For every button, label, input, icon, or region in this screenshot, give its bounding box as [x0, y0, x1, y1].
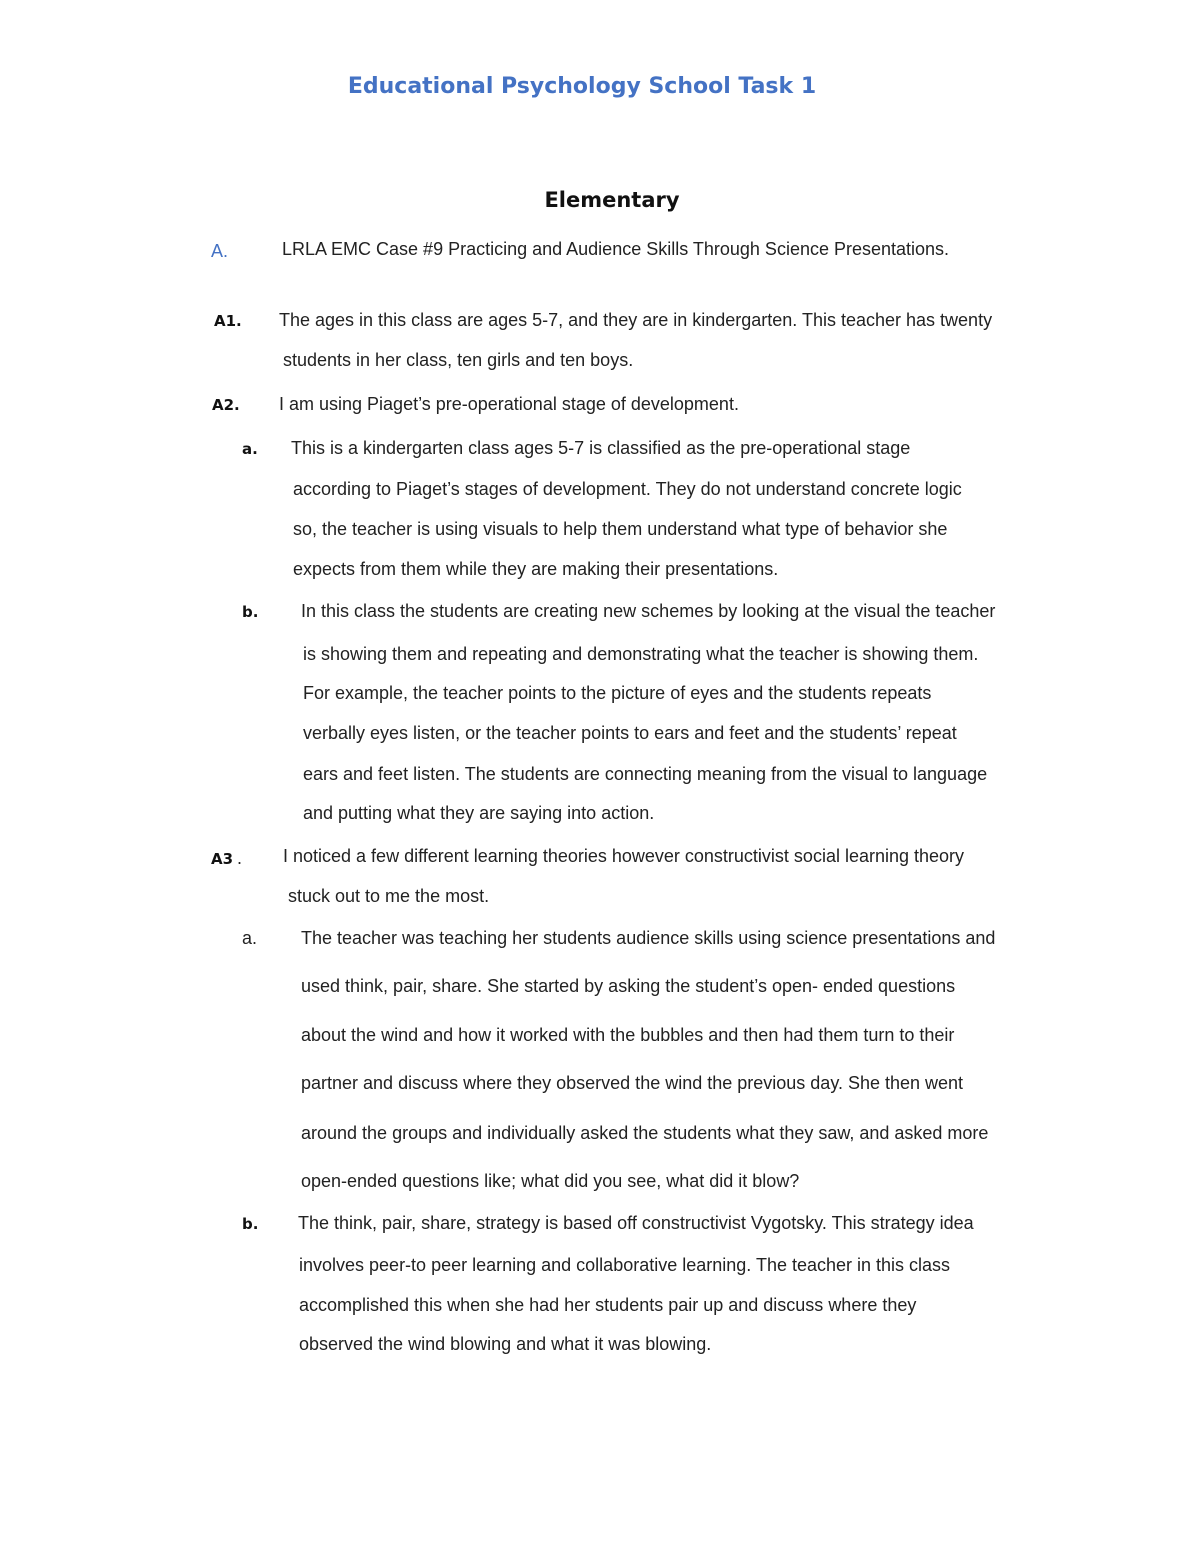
section-a2-item-a-line: expects from them while they are making their presentations.: [293, 559, 779, 579]
section-a3-label-dot: .: [237, 848, 243, 868]
section-a3-item-b-line: accomplished this when she had her students pair up and discuss where they: [299, 1295, 917, 1315]
section-a3-item-a-line: open-ended questions like; what did you see, what did it blow?: [301, 1171, 800, 1191]
section-a2-item-a-line: This is a kindergarten class ages 5-7 is classified as the pre-operational stage: [291, 438, 911, 458]
document-title: Educational Psychology School Task 1: [347, 74, 817, 99]
section-a2-item-a-label: a.: [242, 440, 258, 458]
section-a1-label: A1.: [214, 312, 242, 330]
section-heading: Elementary: [544, 188, 680, 212]
section-a3-label-group: [211, 848, 242, 869]
section-a3-item-a-line: around the groups and individually asked the students what they saw, and asked more: [301, 1123, 989, 1143]
section-a3-label: A3: [211, 850, 234, 868]
section-a1-line: The ages in this class are ages 5-7, and they are in kindergarten. This teacher has twenty: [279, 310, 993, 330]
section-a3-item-a-line: partner and discuss where they observed the wind the previous day. She then went: [301, 1073, 964, 1093]
section-a2-item-b-line: and putting what they are saying into action.: [303, 803, 655, 823]
section-a2-item-b-line: In this class the students are creating new schemes by looking at the visual the teacher: [301, 601, 996, 621]
section-a3-item-a-line: The teacher was teaching her students audience skills using science presentations and: [301, 928, 996, 948]
section-a2-item-b-line: For example, the teacher points to the picture of eyes and the students repeats: [303, 683, 932, 703]
section-a2-item-b-label: b.: [242, 603, 259, 621]
section-a3-item-a-line: used think, pair, share. She started by asking the student’s open- ended questions: [301, 976, 956, 996]
section-a2-item-a-line: so, the teacher is using visuals to help them understand what type of behavior she: [293, 519, 948, 539]
section-a2-item-a-line: according to Piaget’s stages of development. They do not understand concrete logic: [293, 479, 962, 499]
section-a2-item-b-line: verbally eyes listen, or the teacher points to ears and feet and the students’ repeat: [303, 723, 957, 743]
section-a2-line: I am using Piaget’s pre-operational stage of development.: [279, 394, 739, 414]
section-a3-item-a-label: a.: [242, 928, 258, 948]
section-a-text: LRLA EMC Case #9 Practicing and Audience Skills Through Science Presentations.: [282, 239, 950, 259]
section-a3-item-a-line: about the wind and how it worked with the bubbles and then had them turn to their: [301, 1025, 955, 1045]
section-a3-item-b-line: The think, pair, share, strategy is based off constructivist Vygotsky. This strategy idea: [298, 1213, 974, 1233]
section-a2-item-b-line: ears and feet listen. The students are connecting meaning from the visual to language: [303, 764, 988, 784]
section-a2-label: A2.: [212, 396, 240, 414]
section-a2-item-b-line: is showing them and repeating and demonstrating what the teacher is showing them.: [303, 644, 979, 664]
section-a3-line: I noticed a few different learning theories however constructivist social learning theory: [283, 846, 965, 866]
section-a3-item-b-label: b.: [242, 1215, 259, 1233]
section-a3-line: stuck out to me the most.: [288, 886, 490, 906]
section-a1-line: students in her class, ten girls and ten boys.: [283, 350, 634, 370]
section-a-label: A.: [211, 241, 229, 261]
section-a3-item-b-line: involves peer-to peer learning and collaborative learning. The teacher in this class: [299, 1255, 951, 1275]
section-a3-item-b-line: observed the wind blowing and what it was blowing.: [299, 1334, 712, 1354]
